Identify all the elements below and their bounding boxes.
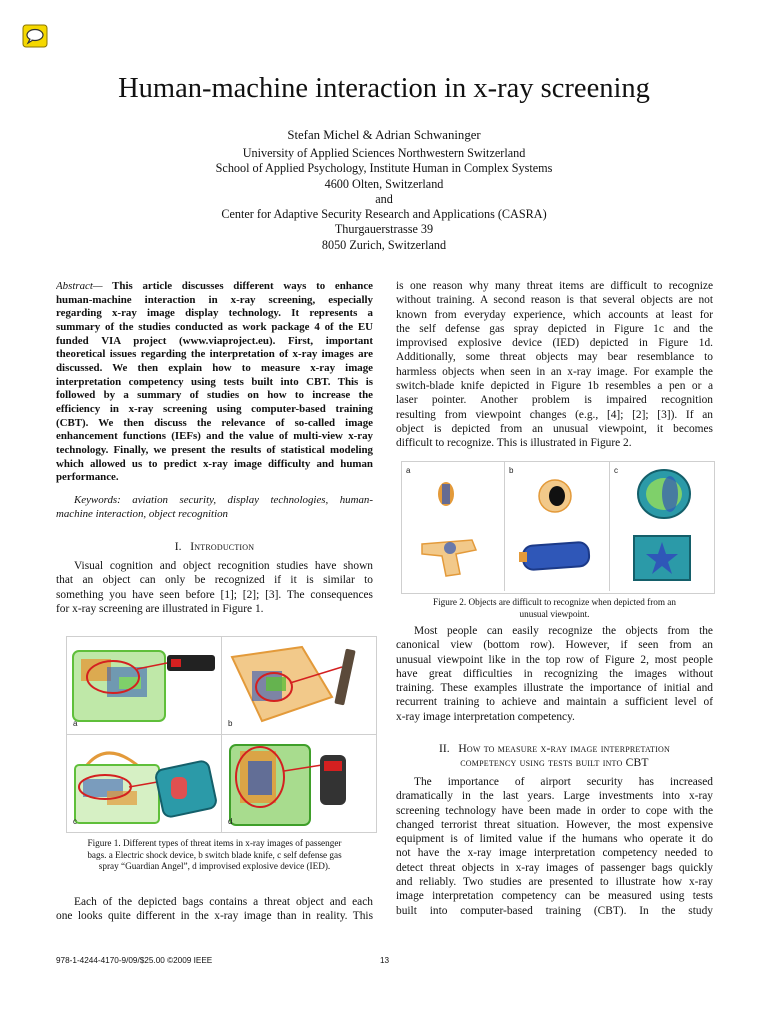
text-line: difficult to recognize. This is illustrated in Figure 2. (396, 437, 632, 450)
figure-2-caption (396, 597, 713, 620)
figure-2 (401, 461, 715, 594)
text-line: x-ray image interpretation competency. (396, 710, 575, 723)
abstract (56, 280, 373, 485)
affiliation-line: 4600 Olten, Switzerland (324, 176, 444, 191)
abstract-line: enhancement functions (IEFs) and the value of multi-view x-ray (56, 430, 373, 443)
keywords-label: Keywords: (74, 494, 121, 506)
xray-revolver-images (402, 462, 504, 591)
abstract-line: funded VIA project (www.viaproject.eu). First, important (56, 334, 373, 347)
text-line: Most people can easily recognize the objects from the (414, 625, 713, 637)
section-number: II. (439, 742, 450, 755)
keywords (56, 494, 373, 521)
abstract-line: summary of the studies conducted as work package 4 of the EU (56, 320, 373, 333)
text-line: Additionally, some threat objects may bear resemblance to (396, 351, 713, 364)
section-title: competency using tests built into CBT (460, 756, 649, 769)
text-line: recurrent training to achieve and maintain a sufficient level of (396, 696, 713, 709)
affiliation-line: Center for Adaptive Security Research and Applications (CASRA) (221, 207, 547, 222)
text-line: dramatically in the last years. Large investments into x-ray (396, 790, 713, 803)
section-number: I. (174, 540, 182, 553)
text-line: canonical view (bottom row). However, if seen from an (396, 639, 713, 652)
caption-line: Figure 1. Different types of threat items in x-ray images of passenger (87, 838, 342, 848)
text-line: switch-blade knife depicted in Figure 1b resembles a pen or a (396, 380, 713, 393)
text-line: changed terrorist threat situation. However, the most expensive (396, 818, 713, 831)
abstract-label: Abstract— (56, 280, 103, 292)
text-line: is one reason why many threat items are difficult to recognize (396, 280, 713, 292)
abstract-line: efficiency in x-ray screening using computer-based training (56, 402, 373, 415)
caption-line: bags. a Electric shock device, b switch blade knife, c self defense gas (87, 849, 342, 860)
text-line: equipment is of limited value if the humans who operate it do (396, 833, 713, 846)
panel-label: c (73, 817, 77, 826)
abstract-line: technology. Finally, we present the results of statistical modeling (56, 443, 373, 456)
abstract-line: regarding x-ray image display technology. It represents a (56, 307, 373, 320)
section-heading-measurement (396, 742, 713, 770)
comment-note-icon[interactable] (22, 24, 48, 48)
introduction-paragraph (56, 559, 373, 616)
affiliation-block (0, 146, 768, 253)
paragraph (56, 895, 373, 924)
text-line: built into computer-based training (CBT). In the study (396, 904, 713, 917)
abstract-line: (CBT). We then discuss the relevance of so-called image (56, 416, 373, 429)
keywords-line: aviation security, display technologies, human- (120, 494, 373, 506)
figure-1-panel-a (66, 636, 222, 735)
section-title: Introduction (190, 540, 255, 553)
affiliation-line: Thurgauerstrasse 39 (334, 222, 434, 237)
panel-label: d (228, 817, 233, 826)
xray-container-images (610, 462, 712, 591)
text-line: improvised explosive device (IED) depicted in Figure 1d. (396, 337, 713, 350)
caption-line: spray “Guardian Angel”, d improvised explosive device (IED). (98, 861, 331, 872)
paper-authors: Stefan Michel & Adrian Schwaninger (287, 128, 481, 142)
figure-1 (66, 636, 377, 836)
xray-object-images (505, 462, 609, 591)
text-line: object is depicted from an unusual viewpoint, it becomes (396, 422, 713, 435)
panel-label: b (509, 466, 514, 475)
text-line: something you have seen before [1]; [2]; [3]. The consequences (56, 588, 373, 601)
paragraph (396, 279, 713, 451)
text-line: and reliably. Two studies are presented to illustrate how x-ray (396, 876, 713, 889)
text-line: resulting from viewpoint changes (e.g., [4]; [2]; [3]). If an (396, 408, 713, 421)
keywords-line: machine interaction, object recognition (56, 507, 228, 520)
figure-2-panel-a (402, 462, 505, 591)
caption-line: unusual viewpoint. (519, 608, 590, 619)
affiliation-line: and (375, 191, 393, 206)
text-line: for x-ray screening are illustrated in Figure 1. (56, 602, 264, 615)
figure-2-panel-c (610, 462, 712, 591)
text-line: that an object can only be recognized if it is similar to (56, 574, 373, 587)
text-line: image interpretation competency can be measured using tests (396, 890, 713, 903)
affiliation-line: School of Applied Psychology, Institute Human in Complex Systems (215, 161, 553, 176)
section-title: How to measure x-ray image interpretation (458, 742, 670, 755)
abstract-line: human-machine interaction in x-ray screening, especially (56, 293, 373, 306)
panel-label: a (73, 719, 78, 728)
footer-isbn: 978-1-4244-4170-9/09/$25.00 ©2009 IEEE (56, 956, 213, 965)
text-line: unusual viewpoint like in the top row of Figure 2, most people (396, 653, 713, 666)
text-line: training. These examples illustrate the importance of initial and (396, 682, 713, 695)
text-line: The importance of airport security has increased (414, 776, 713, 788)
paragraph (396, 624, 713, 724)
paper-title: Human-machine interaction in x-ray screening (118, 73, 650, 104)
panel-label: a (406, 466, 411, 475)
abstract-line: This article discusses different ways to enhance (102, 280, 373, 292)
abstract-line: theoretical issues regarding the interpretation of x-ray images are (56, 348, 373, 361)
text-line: have great difficulties in recognizing the images without (396, 667, 713, 680)
panel-label: b (228, 719, 233, 728)
text-line: the self defense gas spray depicted in Figure 1c and the (396, 322, 713, 335)
figure-1-caption (56, 838, 373, 873)
abstract-line: which allowed us to predict x-ray image difficulty and human (56, 457, 373, 470)
figure-1-panel-b (221, 636, 377, 735)
figure-1-panel-d (221, 734, 377, 833)
xray-bag-electric-shock-image (67, 637, 221, 734)
affiliation-line: 8050 Zurich, Switzerland (321, 237, 447, 252)
section-heading-introduction (56, 540, 373, 554)
text-line: known from everyday experience, which accounts at least for (396, 308, 713, 321)
page-number: 13 (380, 956, 390, 965)
abstract-line: performance. (56, 471, 119, 484)
measurement-paragraph (396, 775, 713, 918)
text-line: not have the x-ray image interpretation competency needed to (396, 847, 713, 860)
abstract-line: followed by a summary of studies on how to increase the (56, 389, 373, 402)
caption-line: Figure 2. Objects are difficult to recognize when depicted from an (433, 597, 676, 607)
figure-1-panel-c (66, 734, 222, 833)
text-line: one looks quite different in the x-ray image than in reality. This (56, 910, 373, 923)
abstract-line: interpretation competency using tests built into CBT. This is (56, 375, 373, 388)
figure-2-panel-b (505, 462, 610, 591)
xray-bag-switch-blade-image (222, 637, 376, 734)
text-line: Visual cognition and object recognition studies have shown (74, 560, 373, 572)
text-line: detect threat objects in x-ray images of passenger bags quickly (396, 861, 713, 874)
text-line: screening technology have been made in order to cope with the (396, 804, 713, 817)
text-line: laser pointer. Another problem is impaired recognition (396, 394, 713, 407)
abstract-line: discussed. We then explain how to measure x-ray image (56, 361, 373, 374)
text-line: Each of the depicted bags contains a threat object and each (74, 896, 373, 908)
xray-bag-gas-spray-image (67, 735, 221, 832)
affiliation-line: University of Applied Sciences Northwestern Switzerland (242, 146, 526, 160)
text-line: without training. A second reason is that several objects are not (396, 294, 713, 307)
panel-label: c (614, 466, 618, 475)
xray-bag-ied-image (222, 735, 376, 832)
text-line: harmless objects when seen in an x-ray image. For example the (396, 365, 713, 378)
